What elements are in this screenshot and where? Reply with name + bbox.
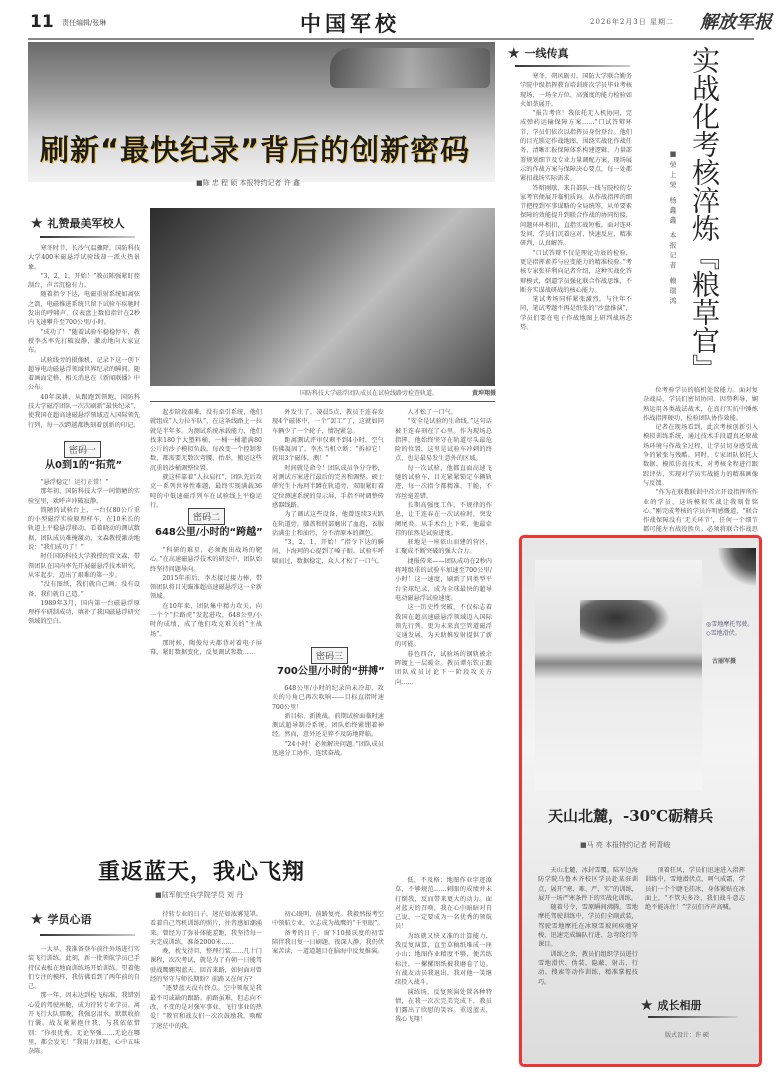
feature-photo-credit: 古丽军摄 [712, 658, 737, 665]
kicker-essay [30, 910, 91, 928]
essay-headline: 重返蓝天，我心飞翔 [98, 860, 306, 885]
kicker-right [507, 44, 568, 62]
snowmobile-figure [580, 600, 670, 645]
kicker-label: 一线传真 [524, 47, 569, 60]
star-icon: ★ [30, 214, 44, 232]
star-icon: ★ [507, 44, 521, 62]
design-credit: 版式设计：许 硕 [665, 1032, 709, 1039]
kicker-label: 礼赞最美军校人 [47, 217, 125, 230]
kicker-underline [40, 934, 135, 936]
section-title: 中国军校 [300, 12, 400, 36]
corner-ornament [718, 548, 756, 588]
code2-title: 648公里/小时的“跨越” [155, 527, 263, 538]
main-headline: 刷新“最快纪录”背后的创新密码 [40, 133, 471, 167]
right-story-text-1: 寒冬，朔风砺刃。国防大学联合勤务学院中级指挥教育培训班次学员毕业考核现场，一场全方位、高强度的能力检验如火如荼展开。 “报告考官！我依托无人机协同，完成弹药运输保障方案……”口试答辩环节，学员们依次以指挥员身份登台。他们的目光锁定作战地图，围绕实战化作战任务，清晰汇报保障体系构建逻辑，力量部署规划细节及专业力量调配方案，现场展示的作战方案与保障决心要点，每一处都紧扣战场实际需求。 答辩刚歇，来自部队一线与院校的专家考官便展开临机质询。从作战指挥的细节把控到军事谋略的全局统筹，从单要素保障的效能提升到联合作战的协同衔接，问题环环相扣，直指实战短板。面对连环发问，学员们沉着应对，快速反应，精准研判，认真解答。 “口试答辩不仅是理论功底的检验，更是指挥素养与应变能力的精准校验。”考核专家张祥利向记者介绍，这种实战化答辩模式，倒逼学员强化联合作战思维，不断夯实谋战研战的核心能力。 笔试考场同样紧张激烈。与往年不同，笔试考题不再是纸张的“沙盘推演”，学员们要在电子作战地图上研判战场态势。 [520, 73, 632, 332]
kicker-feature [640, 996, 701, 1014]
feature-text-2: 顶着狂风，学员们迅速进入指挥训练中，雪地潜伏点，呵气成霜，学员们一个个睫毛挂冰，身体紧贴在冰面上，“不管天多冷，我们战斗意志绝不能冻住！”学员们齐声高喊。 [645, 867, 745, 912]
code1-text: “悬浮稳定！运行正常！” 那年初，国防科技大学一间简陋的实验室里，欢呼声冲破寂静。 简陋的试验台上，一台仅80公斤重的小型磁浮实验原理样车，在10米长的轨道上平稳悬浮移动。看着晓动的测试数据，团队成员难掩激动，文森教授激动地说：“我们成功了！” 时任国防科技大学教授的常文森，带领团队在国内率先开展磁悬浮技术研究，从零起步，迈出了艰难的第一步。 “没有图纸，我们就自己画；没有设备，我们就自己造。” 1989年3月，国内第一台磁悬浮原理样车研制成功，填补了我国磁悬浮研究领域的空白。 [28, 479, 140, 626]
kicker-underline [40, 236, 135, 238]
main-byline: ■陈 忠 程 硕 本报特约记者 许 鑫 [196, 179, 300, 187]
column-b-text: 外发生了。凌晨5点，教员王连春发现4个磁体中，一个“罢工”了，这就如同车辆少了一个轮子，情况紧急。 距离测试评审仅剩不到4小时，空气仿佛凝固了。李杰当机立断：“拆掉它！就用3个磁体，测！” 时间就是命令！团队成员争分夺秒，对测试方案进行最后的完善和调整。硕士研究生卜海珂半蹲在轨道旁，双眼紧盯着定位测速系统的显示屏，手指不时调整传感器线路。 为了调试这些设备，他曾连续3天趴在轨道旁，膝盖和肘部磨出了血泡，衣服沾满尘土和油污，分不清原本的颜色。 “3，2，1，开始！”指令下达的瞬间，卜海珂的心提到了嗓子眼。试验车呼啸而过，数据稳定，众人才松了一口气。 [272, 409, 384, 565]
maglev-photo [150, 208, 495, 386]
code3-text: 648公里/小时的纪录尚未冷却，攻关的号角已再次吹响——目标直指时速700公里！ 新目标、新挑战。前期试验面临时速测试超导制冷系统，团队始终紧绷着神经。然而，意外还是猝不及防地降临。 “24小时！必须解决问题。”团队成员迅速分工协作，连续奋战。 [272, 685, 384, 758]
header-divider [28, 38, 754, 40]
code3-title: 700公里/小时的“拼搏” [277, 666, 385, 677]
right-story-title: 实战化考核淬炼『粮草官』 [688, 46, 721, 382]
photo-credit: 黄坤翔摄 [472, 390, 497, 397]
kicker-main [30, 214, 124, 232]
kicker-label: 成长相册 [657, 999, 702, 1012]
issue-date: 2026年2月3日 星期二 [590, 18, 674, 26]
feature-headline: 天山北麓，-30℃砺精兵 [548, 807, 714, 825]
photo-divider [150, 401, 495, 402]
essay-col-2: 待转专业的日子，迷茫如浓雾笼罩。看着自己驾机训练的照片，往昔感如潮涌来。曾经为了弥补体能差距，我坚持每一天完成训练，准备2000米…… 晚，枕戈待旦，整理行装……几十门课程，次次考试，就是为了有朝一日能驾驶战鹰翱翔蓝天。回首来路，如何面对曾经的坚守与师长期盼？前路又在何方？ “逐梦蓝天没有终点。空中领航是我最不可或缺的跟路。前路虽难，但志向不改，不变的是对强军事业、飞行事业的热爱！”教官和战友们一次次鼓励我，唤醒了迷茫中的我。 [150, 911, 262, 1030]
column-a-text: 起步阶段艰难，没有牵引系统，他们就组成“人力拉车队”，在这条线路上一拉就是半年多。为测试系统承载能力，他们找来180个大塑料桶，一桶一桶灌满80公斤的沙子模拟负载，每改变一个控制参数，都需要无数次弯腰、抬举，搬运这些沉重的沙桶调整位置。 就这样靠着“人拉肩扛”，团队先后攻克一系列世界性难题，最终实现满载36吨的中低速磁浮列车在试验线上平稳运行。 [150, 409, 262, 509]
kicker-label: 学员心语 [47, 913, 92, 926]
editor-credit: 责任编辑/张琳 [62, 19, 107, 27]
code2-label: 密码二 [188, 508, 225, 525]
essay-col-1: 一大早，我准备登车前往外场进行实装飞行训练。此刻，新一批领航学员已手持仪表板在地面训练场开始训练。望着他们专注的模样，我仿佛看到了两年前的自己。 那一年，因未达到检飞标准，我错别心爱的驾驶座舱，成为待转专业学员。离开飞行大队那晚，我强忍泪水，默默收拾行囊。战友紧紧抱住我，与我依依惜别：“你很优秀，无论坚强……无论在哪里，都会发光！”我用力回抱，心中五味杂陈。 [28, 946, 140, 1056]
feature-text-1: 天山北麓，冰封雪覆。陆军边海防学院乌鲁木齐校区学员赴某驻训点，展开“寒、难、严、实”的训练，展开一场严寒条件下的实战化训练。 随着号令，雪原瞬间沸腾。雪地摩托驾驶训练中，学员们全副武装，驾驶雪地摩托在冰原雪坡间疾驰穿梭，迅速完成编队行进、急弯绕行等课目。 训练之余，教员们组织学员进行雪地滑伏、伪装、隐蔽、射击、行动、搜索等动作训练，精准掌握技巧。 [538, 867, 638, 986]
right-story-text-2: 位考验学员的临机处置能力。面对复杂战局，学员们密切协同、因势利导，娴熟运用各类战法战术，在真打实抗中锤炼作战指挥硬功，检验团队协作效能。 记者在现场看到，此次考核创新引入模拟训练系统，通过技术手段逼真还原战场环境与作战全过程，让学员切身感受战争的紧张与残酷。同时，专家团队依托大数据、模拟仿真技术，对考核全程进行跟踪评估，实现对学员实战能力的精准画像与反馈。 “作为在联教联训中首立开设指挥所作业的学员，这场模拟实战让我刻骨铭心。”刚完成考核的学员许明感慨道，“联合作战保障没有‘无关环节’，任何一个细节都可能左右战役胜负。必须将联合作战思 [643, 387, 758, 534]
feature-photo-caption: ◎雪地摩托驾驶。◇雪地滑伏。 [706, 621, 754, 637]
star-icon: ★ [640, 996, 654, 1014]
masthead-logo: 解放军报 [700, 12, 772, 33]
code2-text: “科研的难星，必须跑出战场的靶心。”在高速磁悬浮技术的研发中，团队始终坚持问题导向。 2015年前后，李杰接过接力棒，带领团队将目光瞄准超高速磁悬浮这一全新领域。 在10年来，团队集中精力攻关，向一个个“拦路虎”发起进攻，648公里/小时的成绩，成了他们攻克难关的“主战场”。 那时候，陶俊每天都背对着电子屏幕，紧盯数据变化，反复调试参数…… [150, 547, 262, 657]
banner-train-image [330, 48, 490, 88]
snowmobile-photo [535, 560, 702, 790]
intro-text: 寒冬时节，长沙气温骤降。国防科技大学400米磁悬浮试验线却一派火热景象。 “3，2，1，开始！”教员陈强紧盯控制台，声音沉稳有力。 随着指令下达，电磁重射系统如离弦之箭，电磁推进系统只留下试验车疾驰时发出的呼啸声，仪表盘上数值指针在2秒内飞速攀升至700公里/小时。 “成功了！”随着试验车稳稳停车，教授李杰率先打破寂静，激动地向大家宣布。 试验线旁的摄像机，记录下这一创下超导电动磁悬浮领域世界纪录的瞬间。随着画面定格，相关消息在《新闻联播》中公布。 40年深耕，从跟跑到领跑，国防科技大学磁浮团队一次次刷新“最快纪录”，使我国在超高速磁悬浮领域迈入国际领先行列，每一次跨越都镌刻着创新的印记。 [28, 245, 140, 429]
star-icon: ★ [30, 910, 44, 928]
feature-byline: ■马 亮 本报特约记者 柯青峻 [580, 841, 671, 849]
photo-caption: 国防科技大学磁浮团队成员在试验线路旁检查轨道。 [300, 390, 439, 397]
kicker-underline [515, 65, 630, 67]
kicker-underline [648, 1016, 738, 1018]
code1-title: 从0到1的“拓荒” [45, 460, 123, 471]
right-story-byline: ■荣上荣 杨鑫鑫 本报记者 赖瑞鸿 [669, 150, 677, 307]
essay-byline: ■陆军航空兵学院学员 刘 丹 [155, 891, 244, 899]
page-number: 11 [30, 12, 54, 32]
code3-label: 密码三 [311, 647, 348, 664]
essay-col-3: 初心既明，前路复亮。我毅然报考空中领航专业，立志成为战鹰的“千里眼”。 备考的日子，窗下10摄氏度的初雪陪伴我日复一日刷题。夜深人静，我仍伏案苦读，一道道题目在脑海中反复推演。 [272, 911, 384, 956]
column-c-text: 人才松了一口气。 “安全是试验的生命线。”这句话被王连春刻在了心里。作为现场总指挥，他始终坚守在轨道尽头最危险的位置，这里是试验车冲刺的终点，也是最易发生意外的区域。 每一次试验，他都直面高速飞驰的试验车，目光紧紧锁定车辆轨迹，每一次指令都精准、干脆，不容丝毫差错。 长期高强度工作，不规律的作息，让王连春在一次试验时，突发阑尾炎。从手术台上下来，他最牵挂的依然是试验进度。 驻地是一座依山而建的营区，汇聚成不断突破的强大合力。 捷报传来——团队成功在2秒内将吨级重的试验车加速至700公里/小时！这一速度，刷新了同类型平台全球纪录，成为全球最快的超导电动磁悬浮试验速度。 这一历史性突破，不仅标志着我国在超高速磁悬浮领域迈入国际领先行列，更为未来真空管道磁浮交通发展，为天助推发射提供了新的可能。 暮色四合，试验场的钢轨被余晖镀上一层暖金。教员谭东钦正跟团队成员讨论下一阶段攻关方向…… [395, 409, 492, 686]
essay-col-4: 低，不及格；地图作业字迹潦草，不够规范……刺眼的成绩并未打倒我，反而带来更大的动力。面对蓝天的召唤，我在心中暗暗对自己说，一定要成为一名优秀的领航员！ 为练就又快又准的计算能力，我反复演算，直至草稿纸堆成一座小山；地图作业精度不够，便苦练标注，一摞摞图纸被我磨卷了边。有战友动员我退出，我对他一笑继续投入战斗。 演练场，反复预演处置各种特情，在我一次次完美完成下，教员们露出了欣慰的笑容。重返蓝天，我心飞翔！ [395, 877, 492, 1024]
code1-label: 密码一 [64, 441, 101, 458]
